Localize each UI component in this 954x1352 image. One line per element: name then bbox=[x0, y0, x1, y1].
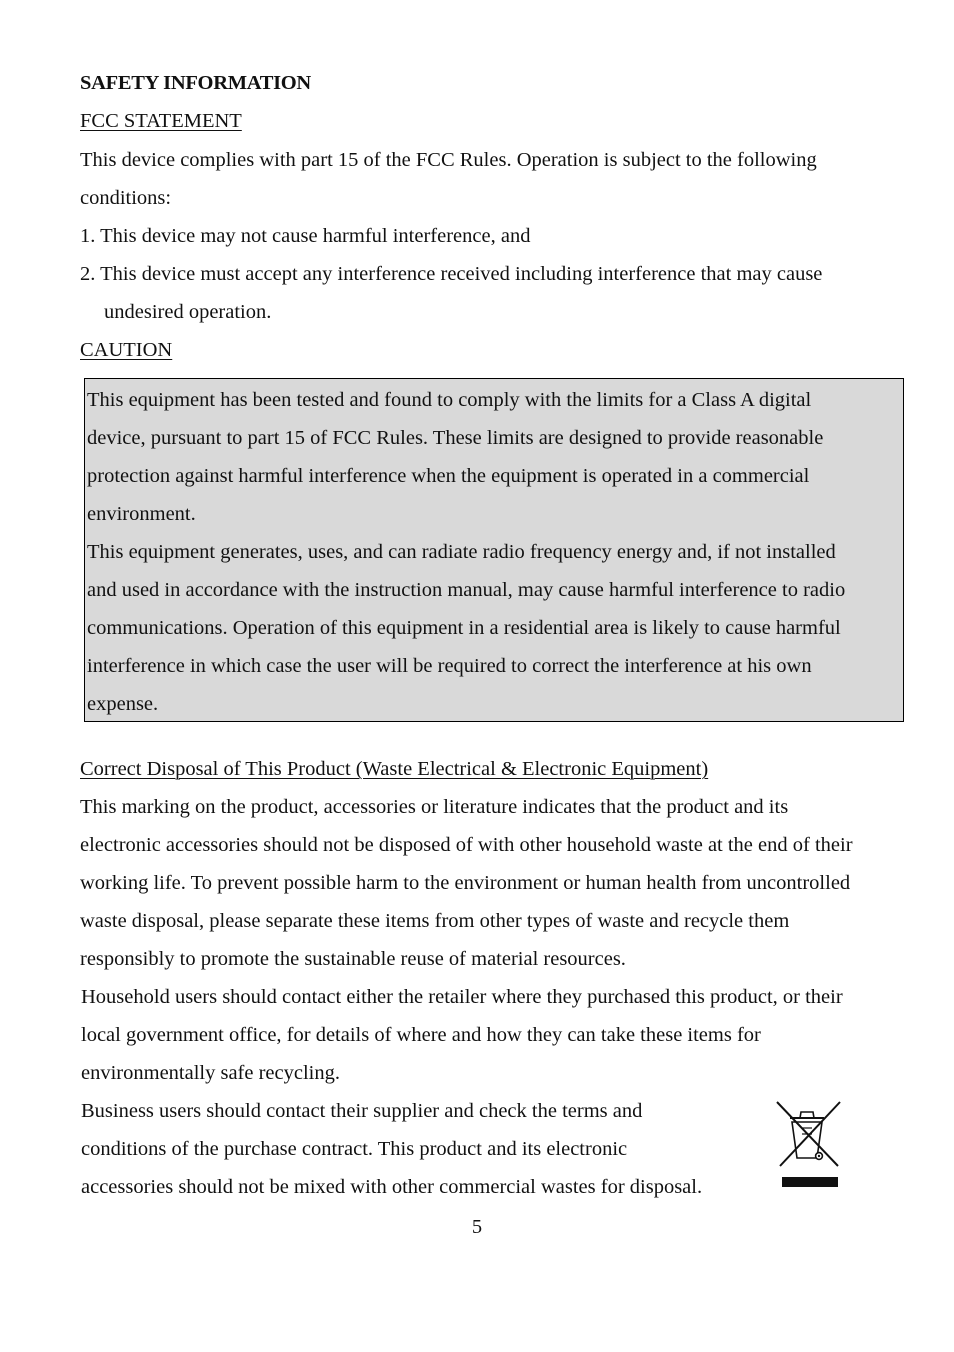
caution-line: This equipment generates, uses, and can radiate radio frequency energy and, if not installed bbox=[87, 541, 836, 563]
disposal-paragraph-line: working life. To prevent possible harm to the environment or human health from uncontrolled bbox=[80, 872, 851, 894]
page-title: SAFETY INFORMATION bbox=[80, 72, 311, 94]
caution-line: and used in accordance with the instruction manual, may cause harmful interference to radio bbox=[87, 579, 846, 601]
disposal-paragraph-line: electronic accessories should not be disposed of with other household waste at the end of their bbox=[80, 834, 853, 856]
caution-line: This equipment has been tested and found to comply with the limits for a Class A digital bbox=[87, 389, 812, 411]
caution-heading: CAUTION bbox=[80, 339, 173, 361]
fcc-intro-line: conditions: bbox=[80, 187, 172, 209]
disposal-paragraph-line: This marking on the product, accessories or literature indicates that the product and its bbox=[80, 796, 789, 818]
fcc-statement-heading: FCC STATEMENT bbox=[80, 110, 242, 132]
crossed-out-wheelie-bin-icon bbox=[772, 1098, 844, 1192]
caution-line: interference in which case the user will be required to correct the interference at his own bbox=[87, 655, 812, 677]
business-paragraph-line: conditions of the purchase contract. This product and its electronic bbox=[81, 1138, 628, 1160]
caution-box bbox=[84, 378, 904, 722]
page-number: 5 bbox=[471, 1216, 483, 1238]
disposal-paragraph-line: waste disposal, please separate these items from other types of waste and recycle them bbox=[80, 910, 790, 932]
caution-line: environment. bbox=[87, 503, 196, 525]
household-paragraph-line: Household users should contact either the retailer where they purchased this product, or their bbox=[81, 986, 843, 1008]
business-paragraph-line: accessories should not be mixed with other commercial wastes for disposal. bbox=[81, 1176, 703, 1198]
household-paragraph-line: local government office, for details of where and how they can take these items for bbox=[81, 1024, 761, 1046]
household-paragraph-line: environmentally safe recycling. bbox=[81, 1062, 340, 1084]
caution-line: expense. bbox=[87, 693, 159, 715]
caution-line: protection against harmful interference when the equipment is operated in a commercial bbox=[87, 465, 810, 487]
fcc-condition-2: 2. This device must accept any interference received including interference that may cause bbox=[80, 263, 823, 285]
fcc-condition-1: 1. This device may not cause harmful interference, and bbox=[80, 225, 531, 247]
disposal-heading: Correct Disposal of This Product (Waste Electrical & Electronic Equipment) bbox=[80, 758, 709, 780]
caution-line: communications. Operation of this equipment in a residential area is likely to cause harmful bbox=[87, 617, 841, 639]
caution-line: device, pursuant to part 15 of FCC Rules. These limits are designed to provide reasonable bbox=[87, 427, 824, 449]
fcc-intro-line: This device complies with part 15 of the FCC Rules. Operation is subject to the following bbox=[80, 149, 817, 171]
disposal-paragraph-line: responsibly to promote the sustainable reuse of material resources. bbox=[80, 948, 626, 970]
business-paragraph-line: Business users should contact their supplier and check the terms and bbox=[81, 1100, 643, 1122]
fcc-condition-2-continued: undesired operation. bbox=[104, 301, 272, 323]
